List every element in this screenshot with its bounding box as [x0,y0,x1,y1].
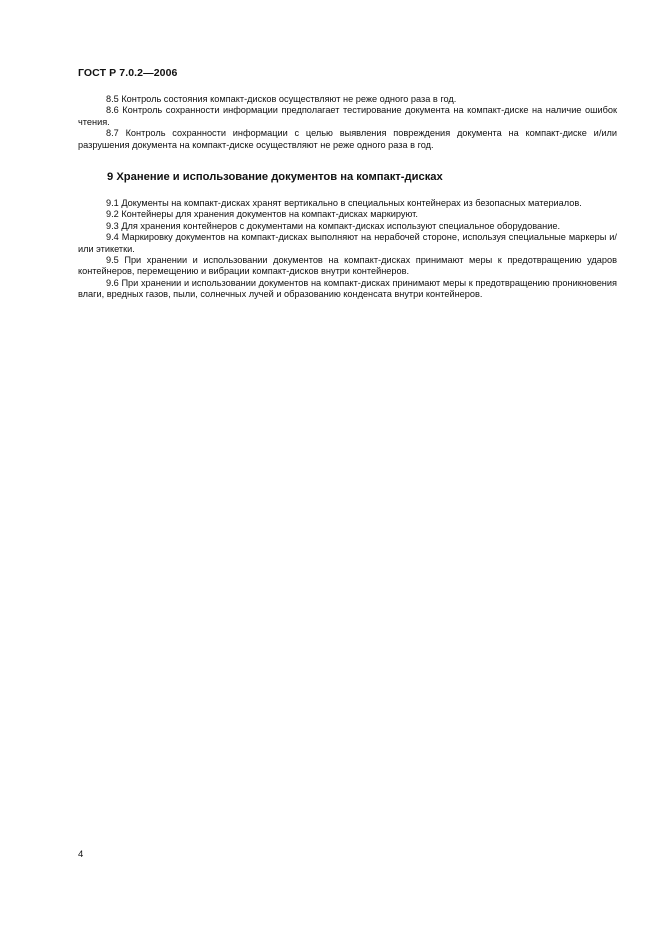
paragraph-9-2: 9.2 Контейнеры для хранения документов на компакт-дисках маркируют. [106,209,418,220]
page-number: 4 [78,849,84,860]
paragraph-9-1: 9.1 Документы на компакт-дисках хранят вертикально в специальных контейнерах из безопасных материалов. [106,198,582,208]
paragraph-9-3: 9.3 Для хранения контейнеров с документами на компакт-дисках используют специальное оборудование. [106,220,561,231]
section-8-body [78,94,617,151]
standard-header: ГОСТ Р 7.0.2—2006 [78,67,178,79]
paragraph-8-6: 8.6 Контроль сохранности информации предполагает тестирование документа на компакт-диске на наличие ошибок чтения. [78,105,617,127]
paragraph-9-6: 9.6 При хранении и использовании документов на компакт-дисках принимают меры к предотвращению проникновения влаги, вредных газов, пыли, солнечных лучей и образованию конденсата внутри контейнеров. [78,277,617,300]
section-9-body [78,198,617,301]
paragraph-9-5: 9.5 При хранении и использовании документов на компакт-дисках принимают меры к предотвращению ударов контейнеров, перемещению и вибрации компакт-дисков внутри контейнеров. [78,255,617,277]
section-9-title: 9 Хранение и использование документов на компакт-дисках [107,171,443,183]
paragraph-8-5: 8.5 Контроль состояния компакт-дисков осуществляют не реже одного раза в год. [106,94,457,104]
paragraph-8-7: 8.7 Контроль сохранности информации с целью выявления повреждения документа на компакт-диске и/или разрушения документа на компакт-диске осуществляют не реже одного раза в год. [78,128,617,150]
paragraph-9-4: 9.4 Маркировку документов на компакт-дисках выполняют на нерабочей стороне, используя специальные маркеры и/или этикетки. [78,232,617,254]
